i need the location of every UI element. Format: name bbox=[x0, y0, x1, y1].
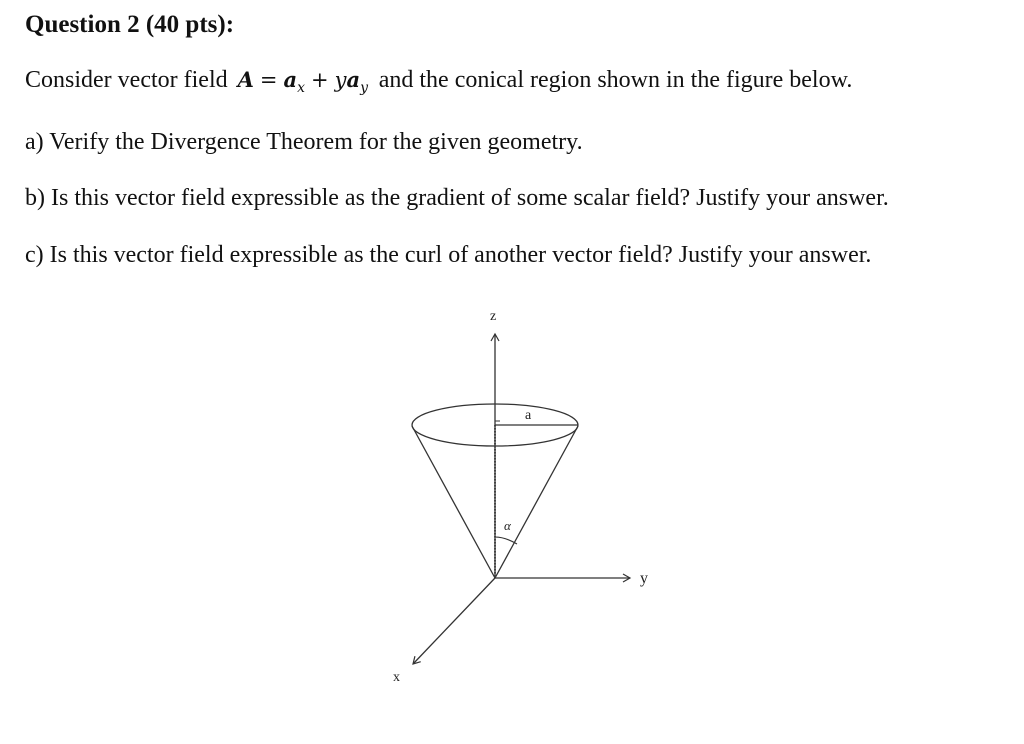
x-axis-label: x bbox=[393, 670, 400, 685]
part-b: b) Is this vector field expressible as the gradient of some scalar field? Justify your answer. bbox=[25, 185, 889, 211]
z-axis-label: z bbox=[490, 309, 497, 324]
equals-sign: = bbox=[259, 68, 278, 92]
part-a: a) Verify the Divergence Theorem for the given geometry. bbox=[25, 129, 583, 155]
field-symbol: A bbox=[237, 67, 254, 92]
radius-label: a bbox=[525, 408, 532, 423]
coefficient-y: y bbox=[334, 68, 347, 92]
x-axis bbox=[413, 578, 495, 664]
question-title: Question 2 (40 pts): bbox=[25, 11, 235, 38]
cone-side-left bbox=[412, 426, 495, 578]
intro-text-after: and the conical region shown in the figure below. bbox=[378, 67, 853, 93]
part-c: c) Is this vector field expressible as the curl of another vector field? Justify your answer. bbox=[25, 242, 872, 268]
angle-label: α bbox=[504, 518, 511, 533]
y-axis-label: y bbox=[640, 570, 648, 587]
unit-vector-ax-subscript: x bbox=[297, 80, 306, 96]
unit-vector-ay: a bbox=[346, 67, 361, 92]
cone-side-right bbox=[495, 426, 578, 578]
unit-vector-ax: a bbox=[283, 67, 298, 92]
intro-text-before: Consider vector field bbox=[25, 67, 228, 93]
unit-vector-ay-subscript: y bbox=[360, 80, 369, 96]
plus-sign: + bbox=[311, 68, 329, 92]
